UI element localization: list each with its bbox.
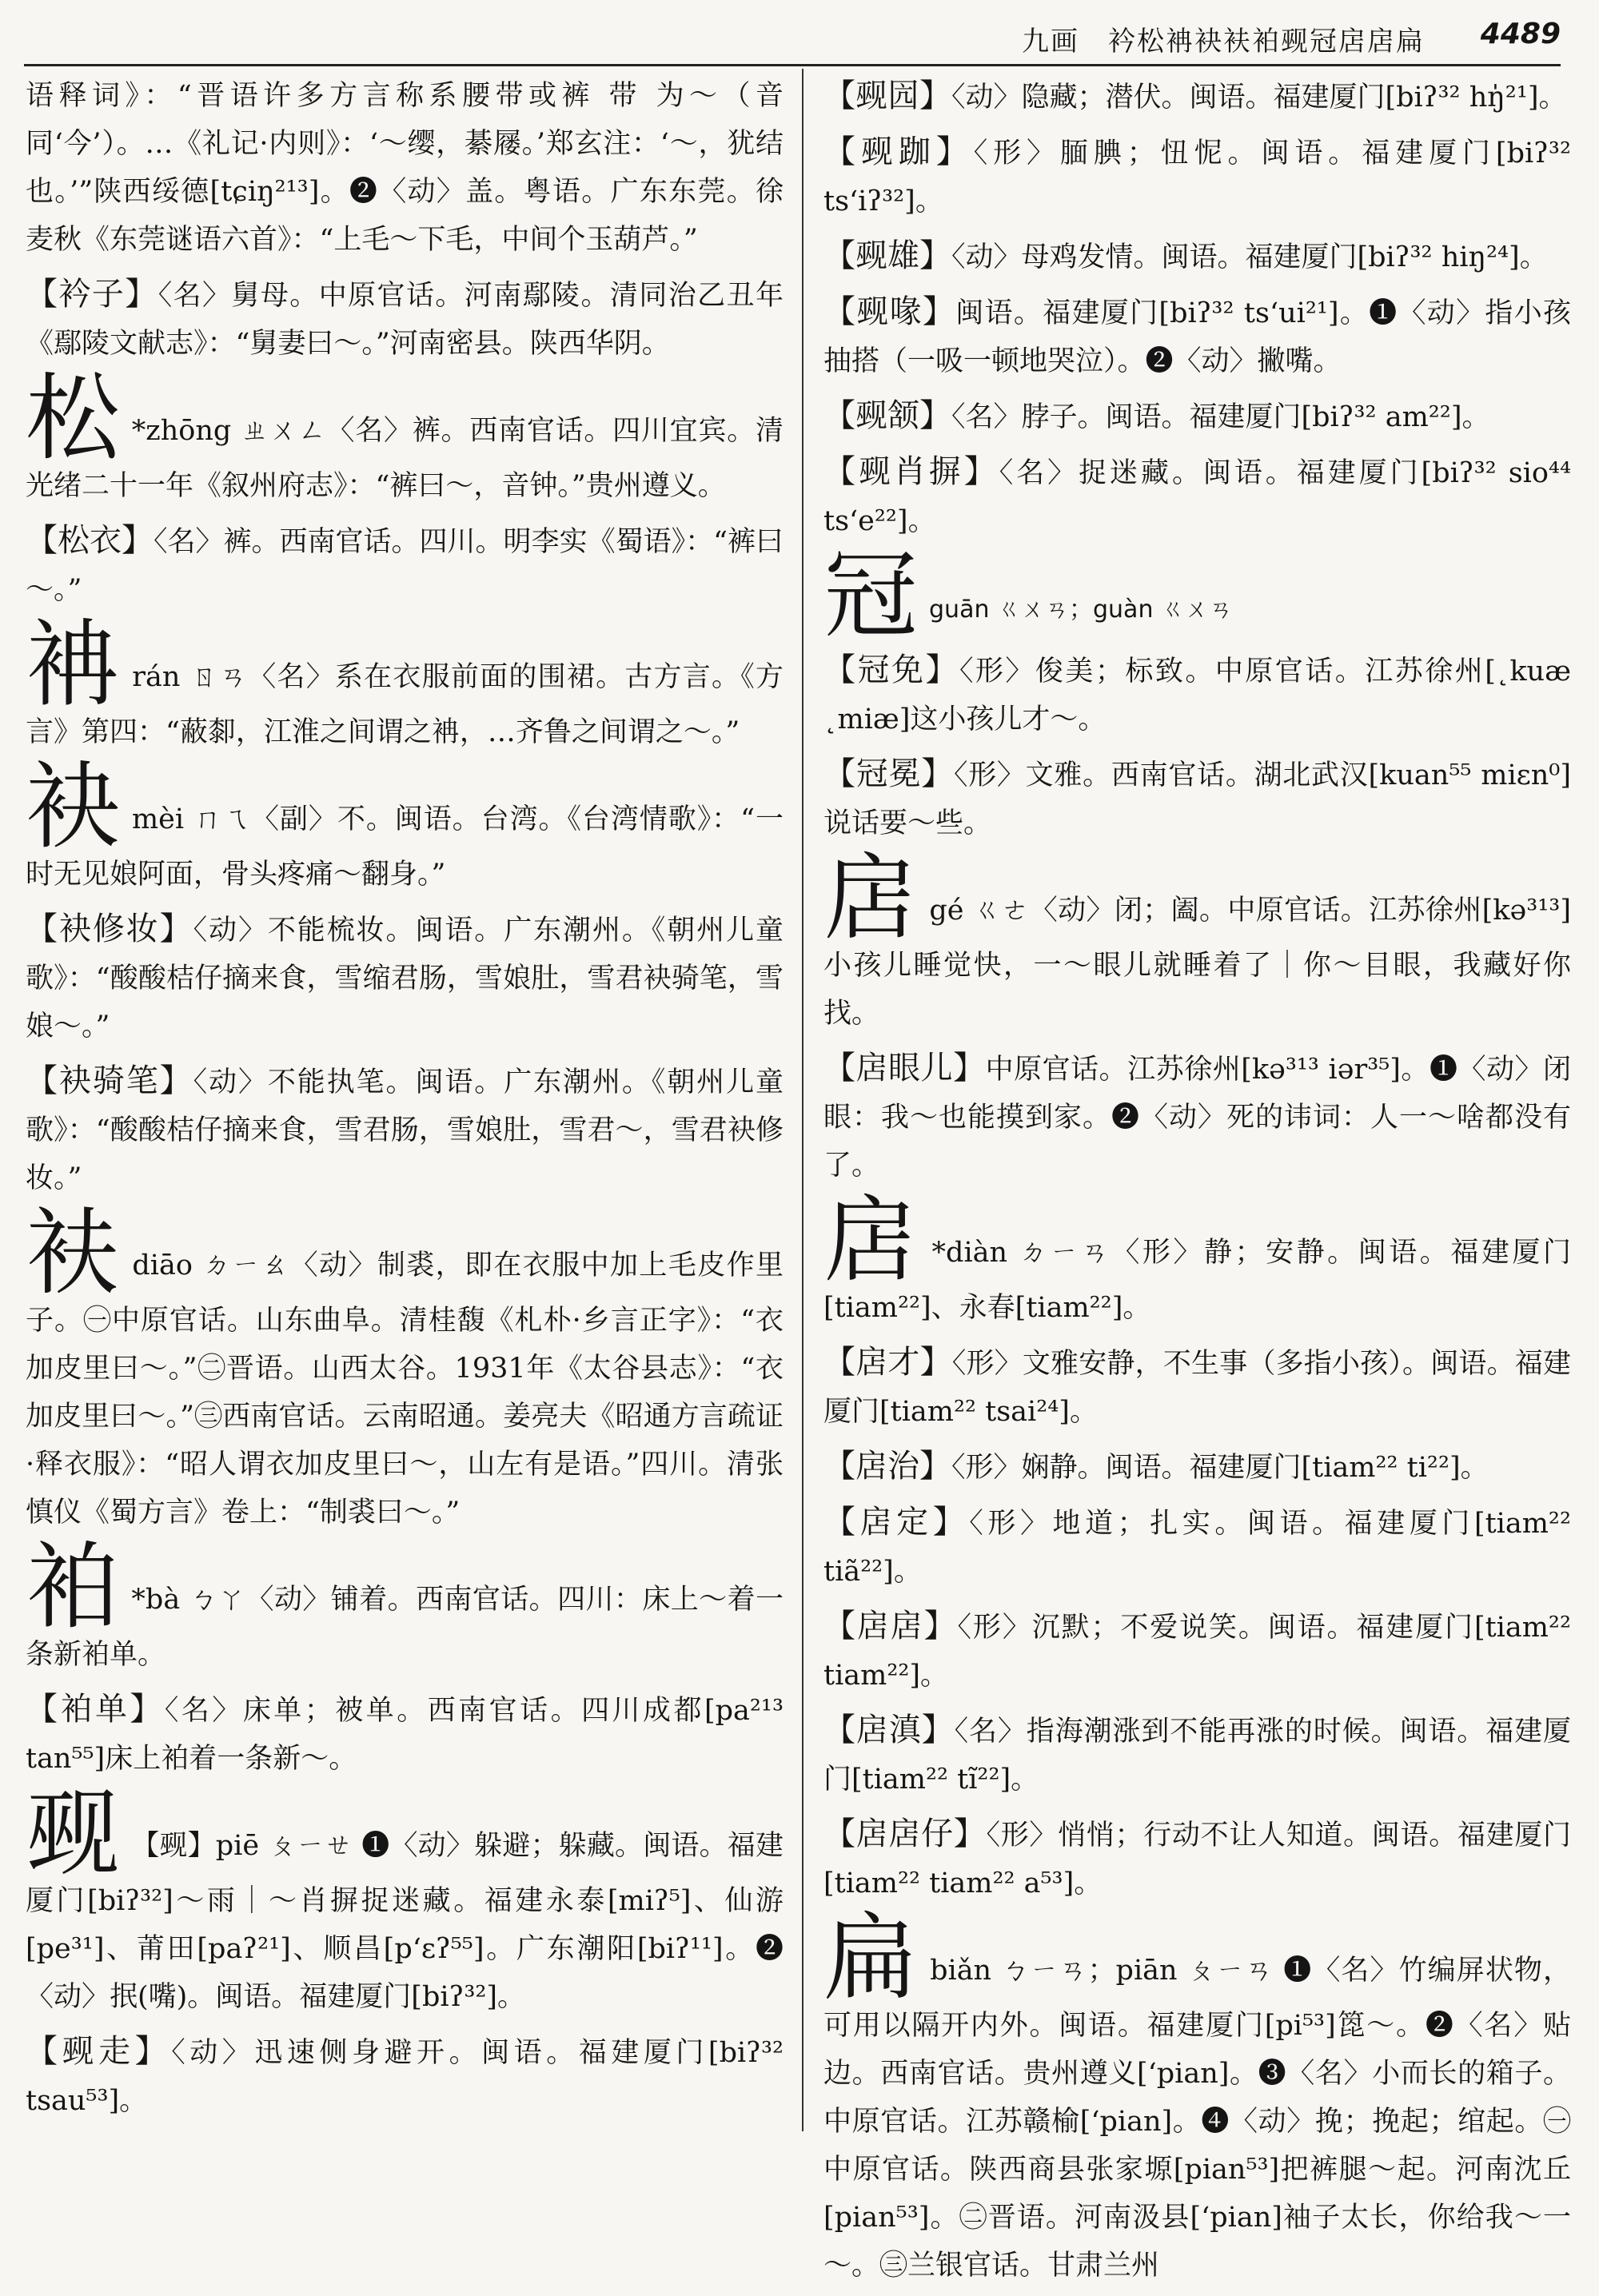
entry-text: biǎn ㄅㄧㄢ；piān ㄆㄧㄢ ❶〈名〉竹编屏状物，可用以隔开内外。闽语。福建厦门[pi⁵³]箆～。❷〈名〉贴边。西南官话。贵州遵义[‘pian]。❸〈名〉小而长的箱子。中原官话。江苏赣榆[‘pian]。❹〈动〉挽；挽起；绾起。㊀中原官话。陕西商县张家塬[pian⁵³]把裤腿～起。河南沈丘[pian⁵³]。㊁晋语。河南汲县[‘pian]袖子太长，你给我～一～。㊂兰银官话。甘肃兰州 <box>823 1955 1571 2282</box>
entry-text: 〈形〉沉默；不爱说笑。闽语。福建厦门[tiam²² tiam²²]。 <box>823 1612 1571 1692</box>
character-head: 袡 <box>26 609 122 719</box>
entry-dian <box>823 1185 1571 1332</box>
entry-text: 【觋】piē ㄆㄧㄝ ❶〈动〉躲避；躲藏。闽语。福建厦门[biʔ³²]～雨｜～肖摒捉迷藏。福建永泰[miʔ⁵]、仙游[pe³¹]、莆田[paʔ²¹]、顺昌[p‘ɛʔ⁵⁵]。广东潮阳[biʔ¹¹]。❷〈动〉抿(嘴)。闽语。福建厦门[biʔ³²]。 <box>26 1830 784 2013</box>
entry-headword: 【扂眼儿】 <box>823 1050 986 1086</box>
entry-text: 〈动〉不能梳妆。闽语。广东潮州。《朝州儿童歌》：“酸酸桔仔摘来食，雪缩君肠，雪娘肚，雪君袂骑笔，雪娘～。” <box>26 915 784 1042</box>
entry-bian <box>823 1903 1571 2290</box>
character-head: 松 <box>26 363 121 473</box>
entry-text: 〈动〉隐藏；潜伏。闽语。福建厦门[biʔ³² hŋ̍²¹]。 <box>951 82 1567 114</box>
entry-text: 〈形〉悄悄；行动不让人知道。闽语。福建厦门[tiam²² tiam²² a⁵³]。 <box>823 1820 1571 1899</box>
entry-headword: 【冠冕】 <box>823 755 954 792</box>
entry-diandian <box>823 1602 1571 1700</box>
entry-text: 〈名〉裤。西南官话。四川。明李实《蜀语》：“裤曰～。” <box>26 526 784 606</box>
entry-text: 〈动〉迅速侧身避开。闽语。福建厦门[biʔ³² tsau⁵³]。 <box>26 2037 784 2117</box>
entry-text: gé ㄍㄜ〈动〉闭；阖。中原官话。江苏徐州[kə³¹³]小孩儿睡觉快，一～眼儿就睡着了｜你～目眼，我藏好你找。 <box>823 895 1571 1030</box>
entry-headword: 【袙单】 <box>26 1691 165 1728</box>
entry-diao <box>26 1198 784 1537</box>
entry-continuation <box>26 72 784 264</box>
entry-text: 〈形〉俊美；标致。中原官话。江苏徐州[˛kuæ ˛miæ]这小孩儿才～。 <box>823 656 1572 735</box>
entry-diandian2 <box>823 1706 1571 1804</box>
character-head: 袙 <box>26 1532 121 1642</box>
entry-text: *diàn ㄉㄧㄢ〈形〉静；安静。闽语。福建厦门[tiam²²]、永春[tiam²²]。 <box>823 1237 1571 1324</box>
entry-guan <box>823 540 1571 651</box>
entry-songyi <box>26 516 784 614</box>
character-head: 袂 <box>26 751 121 862</box>
entry-headword: 【袂修妆】 <box>26 911 193 947</box>
entry-headword: 【觋跏】 <box>823 134 974 170</box>
character-head: 扂 <box>823 1185 921 1295</box>
entry-text: 中原官话。江苏徐州[kə³¹³ iər³⁵]。❶〈动〉闭眼：我～也能摸到家。❷〈动〉死的讳词：人一～啥都没有了。 <box>823 1054 1572 1182</box>
entry-text: 〈动〉母鸡发情。闽语。福建厦门[biʔ³² hiŋ²⁴]。 <box>951 241 1548 273</box>
entry-text: 〈动〉不能执笔。闽语。广东潮州。《朝州儿童歌》：“酸酸桔仔摘来食，雪君肠，雪娘肚，雪君～，雪君袂修妆。” <box>26 1066 784 1194</box>
entry-text: rán ㄖㄢ〈名〉系在衣服前面的围裙。古方言。《方言》第四：“蔽厀，江淮之间谓之袡，…齐鲁之间谓之～。” <box>26 661 784 748</box>
character-head: 扂 <box>823 843 919 953</box>
page-header <box>24 14 1561 62</box>
character-head: 衭 <box>26 1198 122 1308</box>
entry-dianzhi <box>823 1442 1571 1492</box>
entry-diancai <box>823 1338 1571 1436</box>
entry-meiqibi <box>26 1057 784 1202</box>
entry-text: 语释词》：“晋语许多方言称系腰带或裤 带 为～（音同‘今’）。…《礼记·内则》：‘～缨，綦屦。’郑玄注：‘～，犹结也。’”陕西绥德[tɕiŋ²¹³]。❷〈动〉盖。粤语。广东东莞。徐麦秋《东莞谜语六首》：“上毛～下毛，中间个玉葫芦。” <box>26 80 784 256</box>
entry-text: guān ㄍㄨㄢ；guàn ㄍㄨㄢ <box>929 596 1233 624</box>
entry-text: 〈名〉床单；被单。西南官话。四川成都[pa²¹³ tan⁵⁵]床上袙着一条新～。 <box>26 1695 784 1775</box>
right-column <box>823 72 1571 2296</box>
entry-jinzi <box>26 270 784 368</box>
entry-text: diāo ㄉㄧㄠ〈动〉制裘，即在衣服中加上毛皮作里子。㊀中原官话。山东曲阜。清桂馥《札朴·乡言正字》：“衣加皮里曰～。”㊁晋语。山西太谷。1931年《太谷县志》：“衣加皮里曰～。”㊂西南官话。云南昭通。姜亮夫《昭通方言疏证·释衣服》：“昭人谓衣加皮里曰～，山左有是语。”四川。清张慎仪《蜀方言》卷上：“制裘曰～。” <box>26 1250 784 1529</box>
entry-text: 〈形〉文雅。西南官话。湖北武汉[kuan⁵⁵ miɛn⁰]说话要～些。 <box>823 759 1571 839</box>
entry-piexiaobing <box>823 448 1571 545</box>
entry-headword: 【扂滇】 <box>823 1712 955 1748</box>
entry-headword: 【觋雄】 <box>823 237 951 274</box>
entry-ba <box>26 1532 784 1679</box>
entry-meixiuzhuang <box>26 905 784 1050</box>
entry-headword: 【扂才】 <box>823 1344 952 1381</box>
entry-text: *bà ㄅㄚ〈动〉铺着。西南官话。四川：床上～着一条新袙单。 <box>26 1584 784 1671</box>
entry-headword: 【袂骑笔】 <box>26 1062 193 1099</box>
entry-headword: 【扂定】 <box>823 1504 970 1541</box>
character-head: 冠 <box>823 540 919 651</box>
entry-piexiong <box>823 232 1571 281</box>
entry-piezou <box>26 2027 784 2125</box>
entry-piekang <box>823 72 1571 122</box>
entry-text: 〈形〉文雅安静，不生事（多指小孩）。闽语。福建厦门[tiam²² tsai²⁴]。 <box>823 1348 1572 1428</box>
entry-guanmian <box>823 646 1571 743</box>
entry-headword: 【松衣】 <box>26 522 154 559</box>
entry-text: 〈形〉娴静。闽语。福建厦门[tiam²² ti²²]。 <box>951 1452 1489 1484</box>
left-column <box>26 72 784 2131</box>
entry-badan <box>26 1685 784 1783</box>
entry-text: 〈形〉地道；扎实。闽语。福建厦门[tiam²² tiã²²]。 <box>823 1508 1571 1588</box>
entry-headword: 【觋走】 <box>26 2033 172 2070</box>
entry-headword: 【扂治】 <box>823 1448 951 1485</box>
entry-text: 〈名〉脖子。闽语。福建厦门[biʔ³² am²²]。 <box>951 401 1490 433</box>
entry-text: mèi ㄇㄟ〈副〉不。闽语。台湾。《台湾情歌》：“一时无见娘阿面，骨头疼痛～翻身。” <box>26 803 784 891</box>
entry-text: 闽语。福建厦门[biʔ³² ts‘ui²¹]。❶〈动〉指小孩抽搭（一吸一顿地哭泣）。❷〈动〉撇嘴。 <box>823 297 1572 377</box>
entry-headword: 【扂扂】 <box>823 1608 958 1644</box>
entry-headword: 【觋肖摒】 <box>823 453 999 490</box>
entry-headword: 【冠免】 <box>823 652 959 688</box>
entry-text: 〈形〉腼腆；忸怩。闽语。福建厦门[biʔ³² ts‘iʔ³²]。 <box>823 138 1571 217</box>
entry-text: 〈名〉指海潮涨到不能再涨的时候。闽语。福建厦门[tiam²² tĩ²²]。 <box>823 1716 1571 1796</box>
entry-geyaner <box>823 1044 1571 1190</box>
character-head: 扁 <box>823 1903 919 2013</box>
entry-ran <box>26 609 784 756</box>
page-number: 4489 <box>1480 18 1561 50</box>
entry-diandianzai <box>823 1810 1571 1907</box>
entry-headword: 【觋囥】 <box>823 78 951 114</box>
entry-mei <box>26 751 784 899</box>
entry-headword: 【衿子】 <box>26 276 158 313</box>
entry-guanmian2 <box>823 750 1571 847</box>
entry-piechi <box>823 128 1571 225</box>
entry-headword: 【觋喙】 <box>823 293 956 330</box>
entry-ge <box>823 843 1571 1038</box>
column-divider <box>802 69 803 2131</box>
entry-pie <box>26 1778 784 2021</box>
character-head: 觋 <box>26 1778 121 1888</box>
entry-headword: 【扂扂仔】 <box>823 1816 987 1852</box>
entry-text: 〈名〉舅母。中原官话。河南鄢陵。清同治乙丑年《鄢陵文献志》：“舅妻曰～。”河南密县。陕西华阴。 <box>26 280 784 360</box>
entry-piehan <box>823 392 1571 441</box>
entry-text: 〈名〉捉迷藏。闽语。福建厦门[biʔ³² sio⁴⁴ ts‘e²²]。 <box>823 457 1571 537</box>
entry-dianding <box>823 1498 1571 1596</box>
header-rule <box>24 64 1561 66</box>
entry-song <box>26 363 784 510</box>
entry-headword: 【觋颔】 <box>823 397 951 434</box>
entry-piehui <box>823 288 1571 385</box>
entry-text: *zhōng ㄓㄨㄥ〈名〉裤。西南官话。四川宜宾。清光绪二十一年《叙州府志》：“裤曰～，音钟。”贵州遵义。 <box>26 415 784 502</box>
header-title: 九画 衿松袡袂衭袙觋冠扂扂扁 <box>1022 26 1425 58</box>
